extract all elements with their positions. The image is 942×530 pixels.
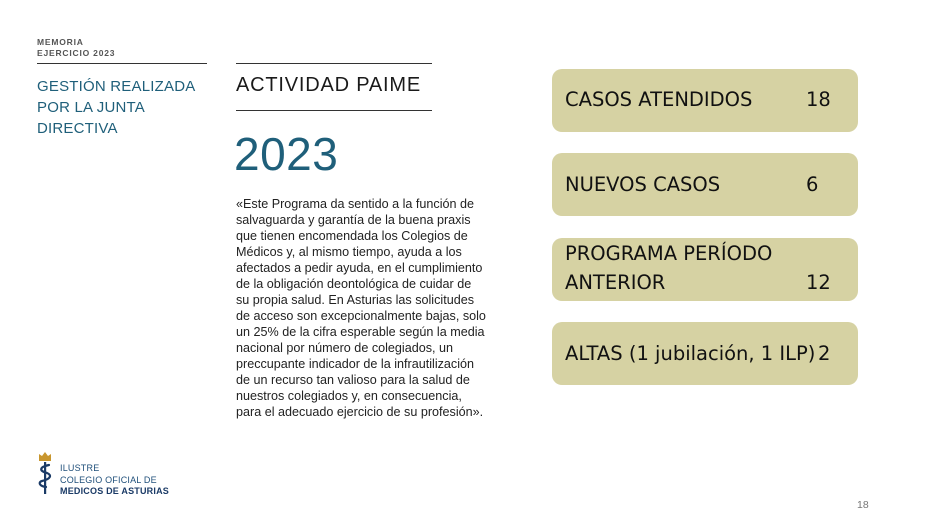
college-logo-text: [60, 463, 169, 498]
quote-line: nuestros colegiados y, en consecuencia,: [236, 389, 462, 403]
quote-line: preccupante indicador de la infrautilización: [236, 357, 475, 371]
activity-title: ACTIVIDAD PAIME: [236, 74, 421, 96]
quote-line: Médicos y, al mismo tiempo, ayuda a los: [236, 245, 462, 259]
stat-box-altas: [552, 322, 858, 385]
quote-line: «Este Programa da sentido a la función de: [236, 197, 475, 211]
logo-line: MEDICOS DE ASTURIAS: [60, 486, 169, 496]
stat-value: 2: [818, 342, 831, 365]
divider: [236, 63, 432, 64]
quote-line: su propia salud. En Asturias las solicitudes: [236, 293, 475, 307]
quote-line: afectados a pedir ayuda, en el cumplimiento: [236, 261, 483, 275]
divider: [236, 110, 432, 111]
stat-box-nuevos-casos: [552, 153, 858, 216]
college-logo-icon: [36, 450, 54, 501]
stat-label: ALTAS (1 jubilación, 1 ILP): [565, 342, 816, 365]
quote-line: de acceso son excepcionalmente bajas, solo: [236, 309, 486, 323]
stat-value: 6: [806, 173, 819, 196]
stat-value: 12: [806, 271, 831, 294]
stat-label: ANTERIOR: [565, 271, 666, 294]
stat-value: 18: [806, 88, 831, 111]
logo-line: COLEGIO OFICIAL DE: [60, 474, 157, 485]
report-title: MEMORIA: [37, 37, 84, 47]
stat-label: PROGRAMA PERÍODO: [565, 242, 773, 265]
report-year: EJERCICIO 2023: [37, 48, 116, 58]
section-title: [37, 76, 212, 139]
quote-line: un 25% de la cifra esperable según la media: [236, 325, 485, 339]
section-title-line: DIRECTIVA: [37, 120, 118, 137]
quote-line: que tienen encomendada los Colegios de: [236, 229, 468, 243]
quote-line: de un recurso tan valioso para la salud de: [236, 373, 470, 387]
divider: [37, 63, 207, 64]
report-header: [37, 37, 115, 59]
section-title-line: POR LA JUNTA: [37, 99, 145, 116]
page-number: 18: [857, 499, 869, 511]
quote-line: salvaguarda y garantía de la buena praxis: [236, 213, 471, 227]
quote-line: nacional por número de colegiados, un: [236, 341, 454, 355]
quote-line: de la obligación deontológica de cuidar de: [236, 277, 472, 291]
stat-box-casos-atendidos: [552, 69, 858, 132]
stat-box-programa-periodo-anterior: [552, 238, 858, 301]
activity-quote: [236, 196, 511, 420]
activity-year: 2023: [234, 128, 339, 180]
section-title-line: GESTIÓN REALIZADA: [37, 78, 196, 95]
stat-label: CASOS ATENDIDOS: [565, 88, 753, 111]
logo-line: ILUSTRE: [60, 463, 100, 473]
quote-line: para el adecuado ejercicio de su profesión».: [236, 405, 484, 419]
stat-label: NUEVOS CASOS: [565, 173, 721, 196]
